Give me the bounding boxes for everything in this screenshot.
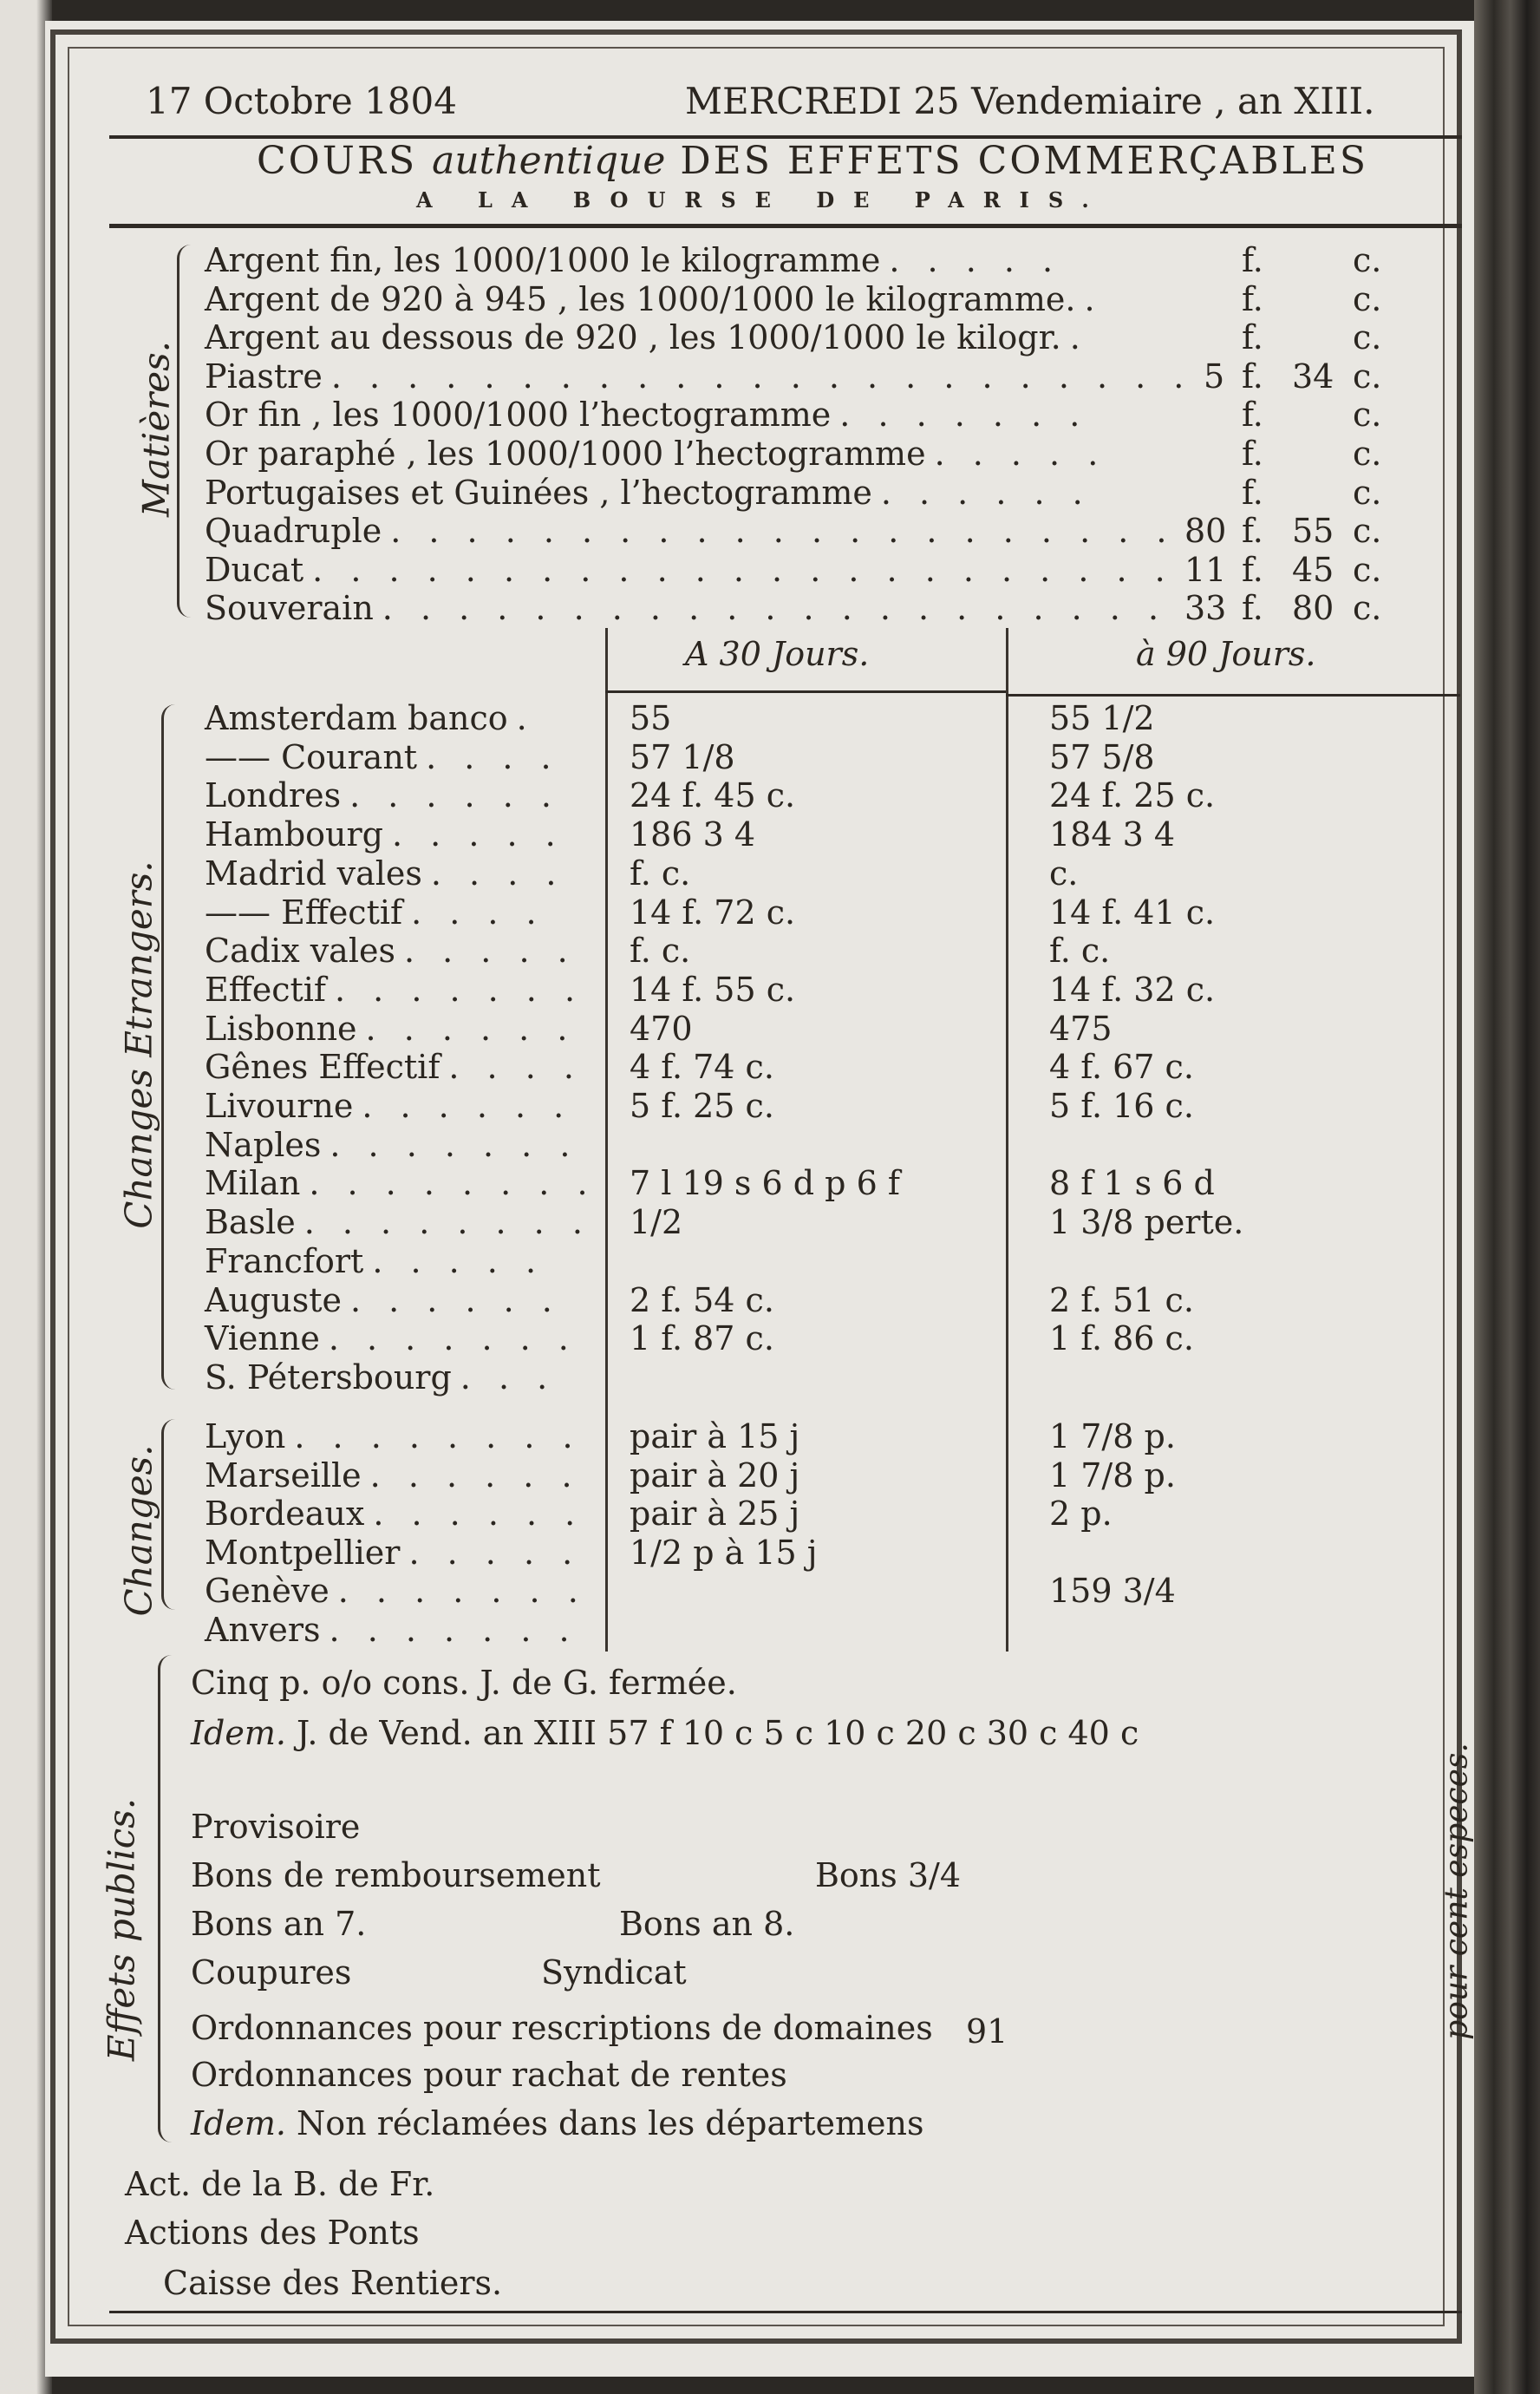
ep-ordonnances-rachat: Ordonnances pour rachat de rentes [191, 2056, 787, 2094]
changes_etrangers-row [205, 1319, 578, 1357]
changes_etrangers-row [205, 699, 536, 737]
changes_etrangers-row [205, 776, 560, 814]
ep-idem-text: J. de Vend. an XIII 57 f 10 c 5 c 10 c 20 c 30 c 40 c [297, 1714, 1139, 1752]
changes_etrangers-row [205, 971, 584, 1009]
changes_etrangers-30-jours-value: 4 f. 74 c. [630, 1048, 774, 1087]
changes_etrangers-30-jours-value: 55 [630, 699, 672, 737]
matieres-franc-unit: f. [1242, 435, 1263, 473]
matieres-brace [177, 245, 197, 618]
matieres-label: Souverain [205, 589, 374, 628]
changes-place: Lyon [205, 1417, 286, 1455]
ep-bons-an-8: Bons an 8. [619, 1905, 795, 1943]
matieres-row [205, 357, 1192, 396]
book-spine [1474, 0, 1540, 2394]
matieres-franc-unit: f. [1242, 512, 1263, 551]
changes_etrangers-place: Milan [205, 1164, 301, 1203]
changes_etrangers-90-jours-value: 4 f. 67 c. [1049, 1048, 1194, 1087]
changes_etrangers-30-jours-value: f. c. [630, 932, 691, 971]
changes_etrangers-90-jours-value: 184 3 4 [1049, 815, 1176, 854]
matieres-row [205, 396, 1088, 434]
changes_etrangers-row [205, 738, 560, 776]
matieres-franc-unit: f. [1242, 550, 1263, 589]
changes_etrangers-leader-dots: . . . . . . . [335, 970, 584, 1009]
matieres-centime-unit: c. [1353, 356, 1382, 396]
matieres-leader-dots: . . . . . . . . . . . . . . . . . . . . . [382, 589, 1168, 628]
changes_etrangers-place: Francfort [205, 1241, 364, 1280]
changes-row [205, 1611, 578, 1649]
changes_etrangers-30-jours-value: 7 l 19 s 6 d p 6 f [630, 1164, 900, 1203]
matieres-label: Argent de 920 à 945 , les 1000/1000 le kilogramme. [205, 279, 1076, 318]
matieres-label: Or paraphé , les 1000/1000 l’hectogramme [205, 435, 926, 473]
changes_etrangers-90-jours-value: 2 f. 51 c. [1049, 1280, 1194, 1319]
changes-label: Changes. [117, 1444, 160, 1617]
ep-idem-vendemiaire [191, 1714, 1139, 1752]
changes_etrangers-leader-dots: . [516, 699, 536, 737]
matieres-centime-value: 80 [1292, 589, 1334, 628]
col-header-30-jours: A 30 Jours. [685, 635, 870, 673]
changes_etrangers-leader-dots: . . . . [411, 893, 545, 932]
matieres-row [205, 280, 1104, 318]
matieres-label: Argent fin, les 1000/1000 le kilogramme [205, 241, 881, 279]
matieres-centime-unit: c. [1353, 241, 1382, 279]
matieres-centime-unit: c. [1353, 512, 1382, 551]
page-title [257, 139, 1368, 183]
ep-syndicat: Syndicat [541, 1953, 687, 1992]
matieres-leader-dots: . [1069, 318, 1089, 357]
title-effets: DES EFFETS COMMERÇABLES [680, 139, 1369, 183]
changes_etrangers-90-jours-value: f. c. [1049, 932, 1111, 971]
changes_etrangers-place: Hambourg [205, 815, 383, 854]
changes_etrangers-row [205, 1242, 545, 1280]
col-header-rule-left [605, 690, 1006, 693]
changes_etrangers-place: Naples [205, 1125, 322, 1164]
matieres-leader-dots: . . . . . . . [839, 396, 1089, 435]
changes_etrangers-row [205, 893, 545, 932]
changes_etrangers-row [205, 1164, 597, 1202]
title-authentique: authentique [432, 139, 666, 183]
changes-place: Montpellier [205, 1533, 401, 1572]
changes-etrangers-label: Changes Etrangers. [117, 860, 160, 1229]
changes_etrangers-row [205, 1203, 591, 1241]
changes-leader-dots: . . . . . . . [329, 1611, 578, 1649]
ep-provisoire: Provisoire [191, 1808, 361, 1846]
matieres-centime-unit: c. [1353, 550, 1382, 589]
matieres-leader-dots: . . . . . [934, 435, 1107, 473]
ep-bons-3-4: Bons 3/4 [815, 1856, 962, 1894]
matieres-franc-unit: f. [1242, 473, 1263, 512]
changes_etrangers-leader-dots: . . . . . . [365, 1009, 577, 1048]
changes_etrangers-30-jours-value: 186 3 4 [630, 815, 756, 854]
matieres-franc-unit: f. [1242, 318, 1263, 357]
changes_etrangers-leader-dots: . . . [460, 1357, 557, 1396]
changes_etrangers-leader-dots: . . . . . . . . [309, 1164, 597, 1203]
changes_etrangers-30-jours-value: 14 f. 72 c. [630, 893, 796, 932]
changes-30-jours-value: 1/2 p à 15 j [630, 1533, 818, 1572]
changes_etrangers-place: Cadix vales [205, 932, 395, 971]
matieres-centime-unit: c. [1353, 318, 1382, 357]
changes_etrangers-place: Vienne [205, 1319, 320, 1358]
ep-ordonnances-rescriptions: Ordonnances pour rescriptions de domaines [191, 2009, 933, 2047]
changes_etrangers-place: Auguste [205, 1280, 342, 1319]
changes_etrangers-leader-dots: . . . . . [403, 932, 577, 971]
col-header-rule-right [1006, 694, 1460, 697]
changes-etrangers-brace [161, 704, 181, 1390]
changes-place: Genève [205, 1572, 330, 1611]
title-rule [109, 224, 1462, 228]
col-divider-left [605, 628, 608, 1652]
changes_etrangers-place: Gênes Effectif [205, 1048, 440, 1087]
matieres-centime-unit: c. [1353, 396, 1382, 435]
matieres-centime-unit: c. [1353, 435, 1382, 473]
changes_etrangers-30-jours-value: 57 1/8 [630, 737, 735, 776]
changes_etrangers-place: —— Effectif [205, 893, 403, 932]
changes_etrangers-leader-dots: . . . . . [372, 1241, 545, 1280]
matieres-centime-unit: c. [1353, 473, 1382, 512]
matieres-row [205, 474, 1092, 512]
changes_etrangers-place: Basle [205, 1203, 296, 1242]
changes_etrangers-row [205, 815, 564, 854]
changes_etrangers-row [205, 1126, 578, 1164]
changes-leader-dots: . . . . . [408, 1533, 582, 1572]
matieres-leader-dots: . . . . . . . . . . . . . . . . . . . . . . . [312, 550, 1174, 589]
changes-place: Marseille [205, 1455, 362, 1495]
changes_etrangers-row [205, 854, 564, 893]
caisse-des-rentiers: Caisse des Rentiers. [163, 2264, 503, 2302]
changes_etrangers-30-jours-value: 1/2 [630, 1203, 683, 1242]
col-header-90-jours: à 90 Jours. [1136, 635, 1316, 673]
changes_etrangers-30-jours-value: 1 f. 87 c. [630, 1319, 774, 1358]
ep-ordonnances-rescriptions-value: 91 [966, 2012, 1008, 2051]
matieres-franc-value: 80 [1184, 512, 1227, 551]
changes_etrangers-90-jours-value: 14 f. 41 c. [1049, 893, 1216, 932]
changes_etrangers-leader-dots: . . . . . . [349, 776, 560, 815]
changes_etrangers-row [205, 1281, 561, 1319]
changes_etrangers-place: —— Courant [205, 737, 418, 776]
matieres-franc-value: 5 [1204, 356, 1225, 396]
col-divider-right [1006, 628, 1008, 1652]
gregorian-date: 17 Octobre 1804 [146, 80, 457, 122]
matieres-label: Argent au dessous de 920 , les 1000/1000 le kilogr. [205, 318, 1061, 357]
changes_etrangers-leader-dots: . . . . . . [362, 1087, 573, 1125]
ep-idem2-label: Idem. [191, 2104, 286, 2142]
changes_etrangers-row [205, 1087, 572, 1125]
changes_etrangers-30-jours-value: 470 [630, 1009, 693, 1048]
footer-rule [109, 2311, 1462, 2313]
changes-leader-dots: . . . . . . [373, 1495, 584, 1534]
changes_etrangers-30-jours-value: 2 f. 54 c. [630, 1280, 774, 1319]
changes-leader-dots: . . . . . . [369, 1455, 581, 1495]
matieres-franc-unit: f. [1242, 589, 1263, 628]
changes_etrangers-90-jours-value: 57 5/8 [1049, 737, 1155, 776]
actions-des-ponts: Actions des Ponts [125, 2214, 420, 2252]
matieres-leader-dots: . . . . . [889, 241, 1062, 279]
effets-publics-brace [158, 1655, 178, 2142]
pour-cent-especes-label: pour cent especes. [1439, 1743, 1475, 2040]
matieres-label: Or fin , les 1000/1000 l’hectogramme [205, 396, 832, 435]
changes_etrangers-leader-dots: . . . . [426, 737, 560, 776]
ep-bons-remboursement: Bons de remboursement [191, 1856, 601, 1894]
changes_etrangers-row [205, 1048, 583, 1086]
changes_etrangers-90-jours-value: c. [1049, 854, 1079, 893]
matieres-label: Matières. [134, 340, 178, 518]
ep-idem2-text: Non réclamées dans les départemens [297, 2104, 924, 2142]
matieres-row [205, 512, 1175, 550]
changes-row [205, 1417, 582, 1455]
changes_etrangers-90-jours-value: 1 f. 86 c. [1049, 1319, 1194, 1358]
changes-30-jours-value: pair à 25 j [630, 1495, 800, 1534]
changes-row [205, 1456, 581, 1495]
changes_etrangers-row [205, 1010, 576, 1048]
changes_etrangers-90-jours-value: 14 f. 32 c. [1049, 970, 1216, 1009]
binding-left-edge [0, 0, 52, 2394]
matieres-franc-unit: f. [1242, 279, 1263, 318]
changes-place: Anvers [205, 1611, 321, 1649]
changes_etrangers-90-jours-value: 5 f. 16 c. [1049, 1087, 1194, 1125]
changes_etrangers-90-jours-value: 475 [1049, 1009, 1113, 1048]
changes_etrangers-leader-dots: . . . . [448, 1048, 583, 1087]
republican-date: MERCREDI 25 Vendemiaire , an XIII. [685, 80, 1375, 122]
changes_etrangers-leader-dots: . . . . . [392, 815, 564, 854]
actions-banque-de-france: Act. de la B. de Fr. [125, 2165, 435, 2203]
matieres-row [205, 551, 1174, 589]
changes_etrangers-place: Effectif [205, 970, 326, 1009]
changes_etrangers-30-jours-value: f. c. [630, 854, 691, 893]
ep-idem-label: Idem. [191, 1714, 286, 1752]
changes_etrangers-90-jours-value: 24 f. 25 c. [1049, 776, 1216, 815]
changes_etrangers-place: Amsterdam banco [205, 699, 508, 737]
changes_etrangers-place: Madrid vales [205, 854, 422, 893]
changes-brace [161, 1419, 181, 1610]
changes_etrangers-30-jours-value: 24 f. 45 c. [630, 776, 796, 815]
matieres-leader-dots: . [1084, 279, 1104, 318]
changes-90-jours-value: 1 7/8 p. [1049, 1455, 1176, 1495]
ep-idem-non-reclamees [191, 2104, 924, 2142]
changes-leader-dots: . . . . . . . . [294, 1417, 582, 1455]
changes-row [205, 1495, 584, 1533]
ep-bons-an-7: Bons an 7. [191, 1905, 367, 1943]
changes_etrangers-row [205, 932, 577, 970]
matieres-centime-unit: c. [1353, 589, 1382, 628]
matieres-franc-value: 11 [1184, 550, 1227, 589]
changes_etrangers-30-jours-value: 14 f. 55 c. [630, 970, 796, 1009]
changes_etrangers-90-jours-value: 55 1/2 [1049, 699, 1155, 737]
matieres-franc-unit: f. [1242, 241, 1263, 279]
changes_etrangers-place: Lisbonne [205, 1009, 357, 1048]
changes-place: Bordeaux [205, 1495, 365, 1534]
changes_etrangers-leader-dots: . . . . . . . [328, 1319, 578, 1358]
matieres-label: Quadruple [205, 512, 382, 551]
changes-row [205, 1572, 587, 1610]
matieres-franc-value: 33 [1184, 589, 1227, 628]
effets-publics-label: Effets publics. [100, 1797, 143, 2062]
matieres-row [205, 435, 1106, 473]
changes_etrangers-leader-dots: . . . . . . . [330, 1125, 579, 1164]
changes-30-jours-value: pair à 15 j [630, 1417, 800, 1455]
changes_etrangers-leader-dots: . . . . . . [349, 1280, 561, 1319]
changes_etrangers-90-jours-value: 1 3/8 perte. [1049, 1203, 1244, 1242]
changes_etrangers-row [205, 1358, 556, 1396]
changes_etrangers-30-jours-value: 5 f. 25 c. [630, 1087, 774, 1125]
matieres-leader-dots: . . . . . . . . . . . . . . . . . . . . . . . [330, 356, 1193, 396]
changes_etrangers-90-jours-value: 8 f 1 s 6 d [1049, 1164, 1215, 1203]
changes_etrangers-place: S. Pétersbourg [205, 1357, 452, 1396]
matieres-label: Portugaises et Guinées , l’hectogramme [205, 473, 872, 512]
changes-row [205, 1534, 581, 1572]
matieres-row [205, 318, 1089, 356]
matieres-row [205, 241, 1061, 279]
changes-90-jours-value: 159 3/4 [1049, 1572, 1176, 1611]
matieres-centime-value: 55 [1292, 512, 1334, 551]
changes_etrangers-place: Livourne [205, 1087, 354, 1125]
matieres-franc-unit: f. [1242, 356, 1263, 396]
changes-90-jours-value: 1 7/8 p. [1049, 1417, 1176, 1455]
changes-30-jours-value: pair à 20 j [630, 1455, 800, 1495]
changes-90-jours-value: 2 p. [1049, 1495, 1113, 1534]
matieres-leader-dots: . . . . . . . . . . . . . . . . . . . . . [390, 512, 1176, 551]
ep-coupures: Coupures [191, 1953, 352, 1992]
changes-leader-dots: . . . . . . . [337, 1572, 587, 1611]
matieres-row [205, 589, 1167, 627]
matieres-leader-dots: . . . . . . [880, 473, 1092, 512]
changes_etrangers-leader-dots: . . . . [430, 854, 565, 893]
ep-cinq-pour-cent: Cinq p. o/o cons. J. de G. fermée. [191, 1664, 737, 1702]
matieres-centime-unit: c. [1353, 279, 1382, 318]
matieres-label: Ducat [205, 550, 304, 589]
changes_etrangers-leader-dots: . . . . . . . . [303, 1203, 591, 1242]
page-subtitle: A LA BOURSE DE PARIS. [416, 187, 1108, 213]
matieres-label: Piastre [205, 356, 323, 396]
matieres-franc-unit: f. [1242, 396, 1263, 435]
matieres-centime-value: 45 [1292, 550, 1334, 589]
title-cours: COURS [257, 139, 418, 183]
matieres-centime-value: 34 [1292, 356, 1334, 396]
changes_etrangers-place: Londres [205, 776, 342, 815]
